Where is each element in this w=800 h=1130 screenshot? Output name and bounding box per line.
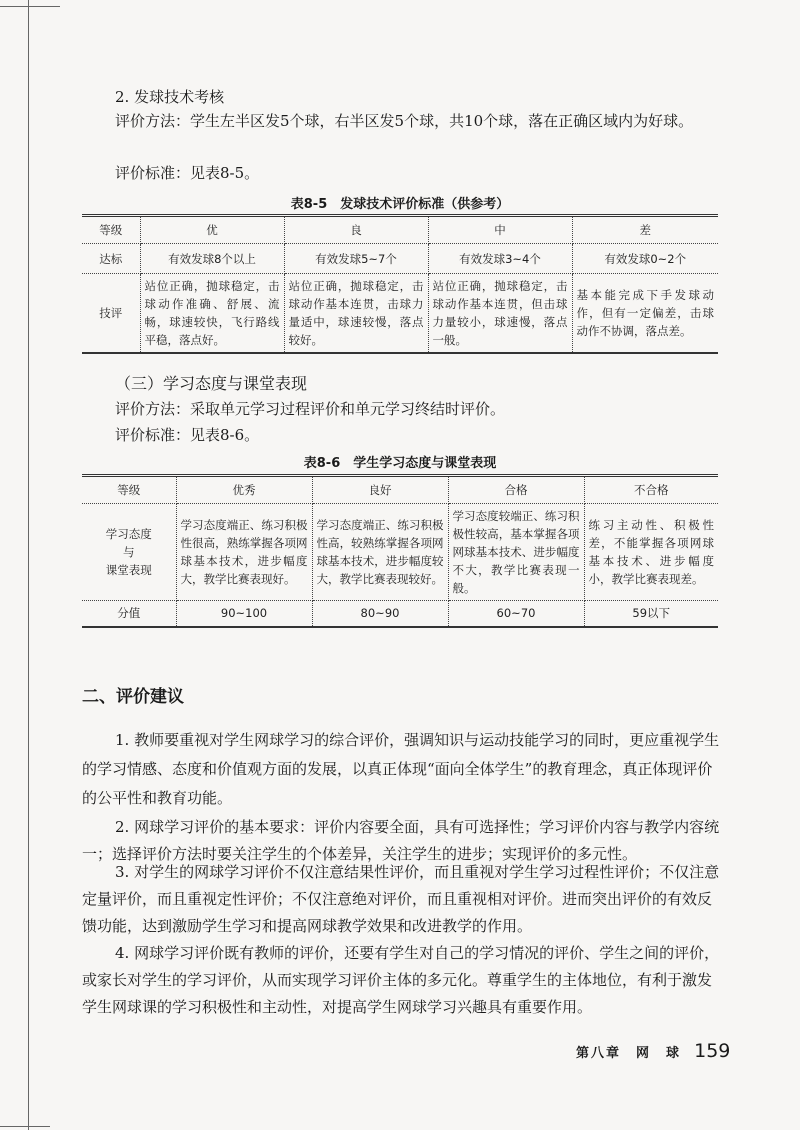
- row-label: 达标: [82, 244, 140, 274]
- table-row: [82, 274, 718, 354]
- header-cell: 中: [428, 216, 572, 244]
- table-cell: 学习态度较端正、练习积极性较高，基本掌握各项网球基本技术、进步幅度不大，教学比赛表现一般。: [448, 504, 584, 601]
- serve-standard-paragraph: 评价标准：见表8-5。: [115, 164, 260, 182]
- header-cell: 差: [572, 216, 718, 244]
- table-8-6: [82, 474, 718, 628]
- table-cell: 有效发球0~2个: [572, 244, 718, 274]
- header-cell: 等级: [82, 476, 176, 504]
- table-cell: 站位正确，抛球稳定，击球动作基本连贯，击球力量适中，球速较慢，落点较好。: [284, 274, 428, 354]
- table-cell: 有效发球5~7个: [284, 244, 428, 274]
- evaluation-paragraph-1: 1. 教师要重视对学生网球学习的综合评价，强调知识与运动技能学习的同时，更应重视学生的学习情感、态度和价值观方面的发展，以真正体现“面向全体学生”的教育理念，真正体现评价的公平性和教育功能。: [82, 731, 720, 807]
- table-8-5-caption: 表8-5 发球技术评价标准（供参考）: [290, 197, 510, 212]
- table-cell: 60~70: [448, 601, 584, 627]
- header-cell: 优: [140, 216, 284, 244]
- table-cell: 学习态度端正、练习积极性高，较熟练掌握各项网球基本技术，进步幅度较大，教学比赛表现较好。: [312, 504, 448, 601]
- table-row: [82, 504, 718, 601]
- table-8-6-caption: 表8-6 学生学习态度与课堂表现: [303, 456, 497, 471]
- table-row: [82, 601, 718, 627]
- crop-mark: [0, 1126, 50, 1127]
- page-number: 159: [694, 1040, 731, 1062]
- serve-assessment-heading: 2. 发球技术考核: [115, 88, 225, 106]
- table-cell: 练习主动性、积极性差，不能掌握各项网球基本技术、进步幅度小，教学比赛表现差。: [584, 504, 718, 601]
- attitude-standard-paragraph: 评价标准：见表8-6。: [115, 426, 260, 444]
- table-8-5: [82, 214, 718, 354]
- chapter-label: 第八章 网 球: [576, 1046, 682, 1061]
- crop-mark: [28, 0, 29, 1130]
- header-cell: 良好: [312, 476, 448, 504]
- table-cell: 80~90: [312, 601, 448, 627]
- attitude-method-paragraph: 评价方法：采取单元学习过程评价和单元学习终结时评价。: [115, 400, 506, 418]
- page-footer: [576, 1040, 730, 1062]
- header-cell: 合格: [448, 476, 584, 504]
- header-cell: 不合格: [584, 476, 718, 504]
- header-cell: 良: [284, 216, 428, 244]
- table-cell: 90~100: [176, 601, 312, 627]
- evaluation-paragraph-3: 3. 对学生的网球学习评价不仅注意结果性评价，而且重视对学生学习过程性评价；不仅注意定量评价，而且重视定性评价；不仅注意绝对评价，而且重视相对评价。进而突出评价的有效反馈功能，达到激励学生学习和提高网球教学效果和改进教学的作用。: [82, 863, 720, 935]
- table-header-row: [82, 476, 718, 504]
- header-cell: 等级: [82, 216, 140, 244]
- table-cell: 59以下: [584, 601, 718, 627]
- row-label: 技评: [82, 274, 140, 354]
- row-label: 分值: [82, 601, 176, 627]
- header-cell: 优秀: [176, 476, 312, 504]
- row-label: 学习态度 与 课堂表现: [82, 504, 176, 601]
- serve-method-paragraph: 评价方法：学生左半区发5个球，右半区发5个球，共10个球，落在正确区域内为好球。: [115, 112, 694, 130]
- table-cell: 站位正确，抛球稳定，击球动作基本连贯，但击球力量较小，球速慢，落点一般。: [428, 274, 572, 354]
- table-cell: 站位正确，抛球稳定，击球动作准确、舒展、流畅，球速较快，飞行路线平稳，落点好。: [140, 274, 284, 354]
- table-cell: 学习态度端正、练习积极性很高，熟练掌握各项网球基本技术，进步幅度大，教学比赛表现好。: [176, 504, 312, 601]
- attitude-subsection-heading: （三）学习态度与课堂表现: [115, 374, 308, 393]
- table-cell: 基本能完成下手发球动作，但有一定偏差，击球动作不协调，落点差。: [572, 274, 718, 354]
- table-row: [82, 244, 718, 274]
- table-cell: 有效发球3~4个: [428, 244, 572, 274]
- section-title: 二、评价建议: [82, 687, 184, 707]
- evaluation-paragraph-2: 2. 网球学习评价的基本要求：评价内容要全面，具有可选择性；学习评价内容与教学内容统一；选择评价方法时要关注学生的个体差异，关注学生的进步；实现评价的多元性。: [82, 818, 720, 863]
- evaluation-paragraph-4: 4. 网球学习评价既有教师的评价，还要有学生对自己的学习情况的评价、学生之间的评价，或家长对学生的学习评价，从而实现学习评价主体的多元化。尊重学生的主体地位，有利于激发学生网球课的学习积极性和主动性，对提高学生网球学习兴趣具有重要作用。: [82, 944, 720, 1016]
- crop-mark: [0, 6, 60, 7]
- table-header-row: [82, 216, 718, 244]
- table-cell: 有效发球8个以上: [140, 244, 284, 274]
